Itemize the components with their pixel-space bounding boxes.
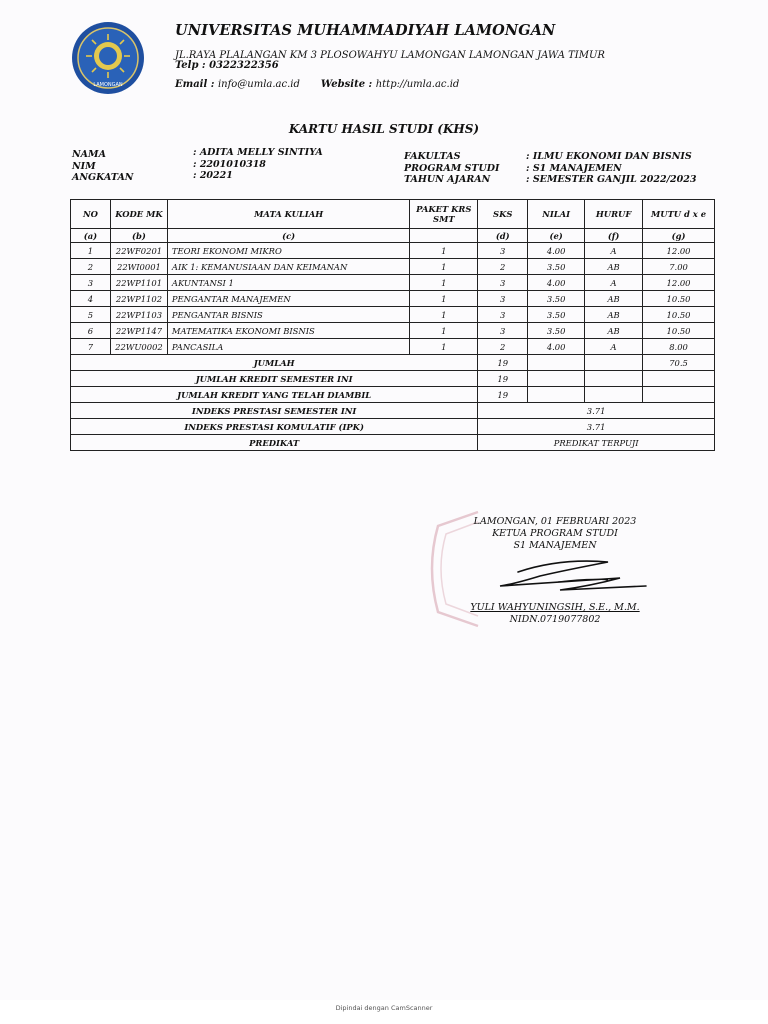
cell-huruf: A: [585, 339, 643, 355]
jumlah-sks: 19: [478, 355, 528, 371]
jumlah-mutu: 70.5: [643, 355, 715, 371]
ips-row: [71, 403, 715, 419]
svg-text:LAMONGAN: LAMONGAN: [93, 82, 123, 88]
university-address: JL.RAYA PLALANGAN KM 3 PLOSOWAHYU LAMONGAN LAMONGAN JAWA TIMUR: [175, 50, 605, 61]
cell-huruf: AB: [585, 323, 643, 339]
subheader-empty: [410, 229, 478, 243]
subheader-f: (f): [585, 229, 643, 243]
predikat-label: PREDIKAT: [71, 435, 478, 451]
cell-mata-kuliah: MATEMATIKA EKONOMI BISNIS: [167, 323, 409, 339]
contact-line: [175, 79, 459, 90]
table-header-row: [71, 200, 715, 229]
cell-paket: 1: [410, 291, 478, 307]
signature-position: KETUA PROGRAM STUDI: [492, 528, 618, 539]
header-mata-kuliah: MATA KULIAH: [167, 200, 409, 229]
cell-paket: 1: [410, 307, 478, 323]
subheader-a: (a): [71, 229, 111, 243]
ipk-value: 3.71: [478, 419, 715, 435]
program-values: [526, 151, 697, 186]
cell-kode: 22WF0201: [110, 243, 167, 259]
cell-mata-kuliah: TEORI EKONOMI MIKRO: [167, 243, 409, 259]
cell-sks: 3: [478, 291, 528, 307]
cell-mata-kuliah: PENGANTAR MANAJEMEN: [167, 291, 409, 307]
header-no: NO: [71, 200, 111, 229]
university-logo: [70, 20, 146, 96]
subheader-e: (e): [528, 229, 585, 243]
ips-value: 3.71: [478, 403, 715, 419]
ips-label: INDEKS PRESTASI SEMESTER INI: [71, 403, 478, 419]
cell-no: 2: [71, 259, 111, 275]
label-tahun-ajaran: TAHUN AJARAN: [404, 174, 491, 185]
cell-no: 6: [71, 323, 111, 339]
cell-nilai: 3.50: [528, 323, 585, 339]
cell-nilai: 3.50: [528, 307, 585, 323]
cell-nilai: 4.00: [528, 275, 585, 291]
signature-place-date: LAMONGAN, 01 FEBRUARI 2023: [473, 516, 637, 527]
cell-mutu: 10.50: [643, 323, 715, 339]
cell-kode: 22WP1102: [110, 291, 167, 307]
cell-sks: 3: [478, 323, 528, 339]
cell-kode: 22WI0001: [110, 259, 167, 275]
cell-mata-kuliah: AKUNTANSI 1: [167, 275, 409, 291]
subheader-c: (c): [167, 229, 409, 243]
program-labels: [404, 151, 499, 186]
table-row: [71, 307, 715, 323]
cell-huruf: AB: [585, 307, 643, 323]
cell-kode: 22WP1101: [110, 275, 167, 291]
kredit-semester-value: 19: [478, 371, 528, 387]
cell-paket: 1: [410, 243, 478, 259]
cell-mata-kuliah: PENGANTAR BISNIS: [167, 307, 409, 323]
header-sks: SKS: [478, 200, 528, 229]
email-label: Email :: [175, 79, 215, 90]
table-subheader-row: [71, 229, 715, 243]
signatory-nidn: NIDN.0719077802: [509, 614, 601, 625]
cell-nilai: 3.50: [528, 291, 585, 307]
cell-mutu: 10.50: [643, 307, 715, 323]
cell-sks: 3: [478, 307, 528, 323]
document-title: KARTU HASIL STUDI (KHS): [288, 122, 480, 136]
kredit-diambil-row: [71, 387, 715, 403]
label-fakultas: FAKULTAS: [404, 151, 461, 162]
student-labels: [72, 149, 134, 184]
cell-huruf: A: [585, 275, 643, 291]
value-tahun-ajaran: : SEMESTER GANJIL 2022/2023: [526, 174, 697, 185]
cell-mata-kuliah: AIK 1: KEMANUSIAAN DAN KEIMANAN: [167, 259, 409, 275]
cell-sks: 3: [478, 243, 528, 259]
cell-no: 1: [71, 243, 111, 259]
cell-paket: 1: [410, 339, 478, 355]
header-mutu: MUTU d x e: [643, 200, 715, 229]
header-huruf: HURUF: [585, 200, 643, 229]
subheader-b: (b): [110, 229, 167, 243]
header-kode-mk: KODE MK: [110, 200, 167, 229]
website-value: http://umla.ac.id: [375, 79, 460, 90]
signatory-name: YULI WAHYUNINGSIH, S.E., M.M.: [470, 602, 640, 613]
cell-no: 5: [71, 307, 111, 323]
signature-program: S1 MANAJEMEN: [513, 540, 597, 551]
grades-table: [70, 199, 715, 451]
cell-nilai: 4.00: [528, 243, 585, 259]
value-angkatan: : 20221: [193, 170, 233, 181]
cell-kode: 22WP1103: [110, 307, 167, 323]
student-values: [193, 147, 323, 182]
label-angkatan: ANGKATAN: [72, 172, 134, 183]
jumlah-row: [71, 355, 715, 371]
predikat-value: PREDIKAT TERPUJI: [478, 435, 715, 451]
cell-mata-kuliah: PANCASILA: [167, 339, 409, 355]
cell-huruf: AB: [585, 291, 643, 307]
cell-kode: 22WU0002: [110, 339, 167, 355]
kredit-diambil-value: 19: [478, 387, 528, 403]
table-row: [71, 243, 715, 259]
subheader-d: (d): [478, 229, 528, 243]
table-row: [71, 259, 715, 275]
cell-nilai: 4.00: [528, 339, 585, 355]
cell-mutu: 7.00: [643, 259, 715, 275]
cell-no: 4: [71, 291, 111, 307]
predikat-row: [71, 435, 715, 451]
email-value: info@umla.ac.id: [217, 79, 300, 90]
table-row: [71, 275, 715, 291]
value-nama: : ADITA MELLY SINTIYA: [193, 147, 323, 158]
ipk-label: INDEKS PRESTASI KOMULATIF (IPK): [71, 419, 478, 435]
kredit-diambil-label: JUMLAH KREDIT YANG TELAH DIAMBIL: [71, 387, 478, 403]
value-fakultas: : ILMU EKONOMI DAN BISNIS: [526, 151, 692, 162]
ipk-row: [71, 419, 715, 435]
cell-sks: 2: [478, 339, 528, 355]
label-program-studi: PROGRAM STUDI: [404, 162, 500, 174]
table-row: [71, 323, 715, 339]
signature-block: [440, 516, 670, 626]
cell-sks: 2: [478, 259, 528, 275]
table-row: [71, 291, 715, 307]
header-paket: PAKET KRS SMT: [410, 200, 478, 229]
header-nilai: NILAI: [528, 200, 585, 229]
kredit-semester-label: JUMLAH KREDIT SEMESTER INI: [71, 371, 478, 387]
website-label: Website :: [320, 79, 373, 90]
subheader-g: (g): [643, 229, 715, 243]
cell-huruf: AB: [585, 259, 643, 275]
label-nama: NAMA: [72, 149, 106, 160]
cell-no: 7: [71, 339, 111, 355]
table-row: [71, 339, 715, 355]
cell-mutu: 10.50: [643, 291, 715, 307]
kredit-semester-row: [71, 371, 715, 387]
university-phone: Telp : 0322322356: [175, 60, 279, 71]
cell-paket: 1: [410, 259, 478, 275]
cell-mutu: 8.00: [643, 339, 715, 355]
cell-no: 3: [71, 275, 111, 291]
cell-mutu: 12.00: [643, 243, 715, 259]
cell-nilai: 3.50: [528, 259, 585, 275]
university-name: UNIVERSITAS MUHAMMADIYAH LAMONGAN: [175, 22, 556, 39]
cell-paket: 1: [410, 323, 478, 339]
cell-paket: 1: [410, 275, 478, 291]
jumlah-label: JUMLAH: [71, 355, 478, 371]
value-nim: : 2201010318: [193, 158, 266, 170]
label-nim: NIM: [72, 160, 96, 172]
cell-kode: 22WP1147: [110, 323, 167, 339]
cell-huruf: A: [585, 243, 643, 259]
handwritten-signature: [440, 552, 670, 602]
value-program-studi: : S1 MANAJEMEN: [526, 162, 622, 174]
cell-sks: 3: [478, 275, 528, 291]
scanner-watermark: Dipindai dengan CamScanner: [335, 1004, 433, 1012]
cell-mutu: 12.00: [643, 275, 715, 291]
